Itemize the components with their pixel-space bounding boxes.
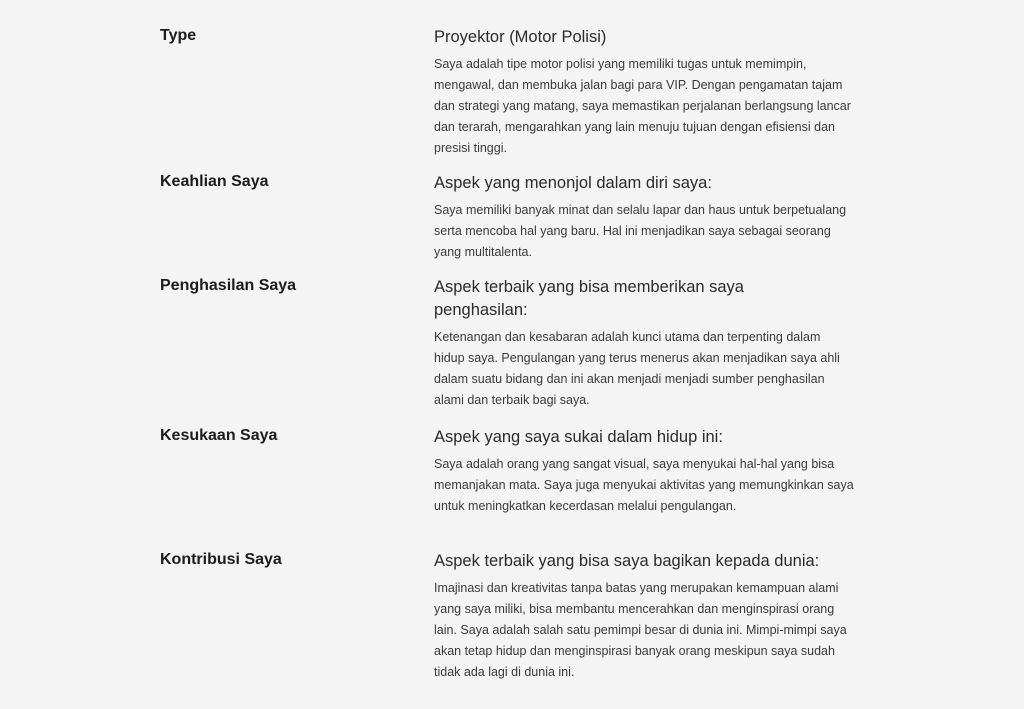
section-heading: Proyektor (Motor Polisi) (434, 28, 607, 46)
section-content (434, 276, 854, 411)
section-heading: Aspek terbaik yang bisa saya bagikan kepada dunia: (434, 552, 820, 570)
section-label: Penghasilan Saya (160, 277, 297, 294)
section-description: Ketenangan dan kesabaran adalah kunci utama dan terpenting dalam hidup saya. Pengulangan yang terus menerus akan menjadikan saya ahli dalam suatu bidang dan ini akan menjadi menjadi sumber penghasilan alami dan terbaik bagi saya. (434, 330, 840, 407)
section-content (434, 550, 854, 683)
section-label: Kontribusi Saya (160, 551, 282, 568)
section-description: Imajinasi dan kreativitas tanpa batas yang merupakan kemampuan alami yang saya miliki, bisa membantu mencerahkan dan menginspirasi orang lain. Saya adalah salah satu pemimpi besar di dunia ini. Mimpi-mimpi saya akan tetap hidup dan menginspirasi banyak orang meskipun saya sudah tidak ada lagi di dunia ini. (434, 581, 847, 679)
section-description: Saya adalah orang yang sangat visual, saya menyukai hal-hal yang bisa memanjakan mata. Saya juga menyukai aktivitas yang memungkinkan saya untuk meningkatkan kecerdasan melalui pengulangan. (434, 457, 854, 513)
section-label: Type (160, 27, 197, 44)
section-description: Saya memiliki banyak minat dan selalu lapar dan haus untuk berpetualang serta mencoba hal yang baru. Hal ini menjadikan saya sebagai seorang yang multitalenta. (434, 203, 847, 259)
section-content (434, 426, 854, 517)
section-label: Kesukaan Saya (160, 427, 278, 444)
section-heading: Aspek yang saya sukai dalam hidup ini: (434, 428, 723, 446)
section-label: Keahlian Saya (160, 173, 269, 190)
section-description: Saya adalah tipe motor polisi yang memiliki tugas untuk memimpin, mengawal, dan membuka jalan bagi para VIP. Dengan pengamatan tajam dan strategi yang matang, saya memastikan perjalanan berlangsung lancar dan terarah, mengarahkan yang lain menuju tujuan dengan efisiensi dan presisi tinggi. (434, 57, 851, 155)
section-heading: Aspek yang menonjol dalam diri saya: (434, 174, 712, 192)
section-heading: Aspek terbaik yang bisa memberikan saya penghasilan: (434, 278, 744, 319)
section-content (434, 26, 854, 159)
section-content (434, 172, 854, 263)
